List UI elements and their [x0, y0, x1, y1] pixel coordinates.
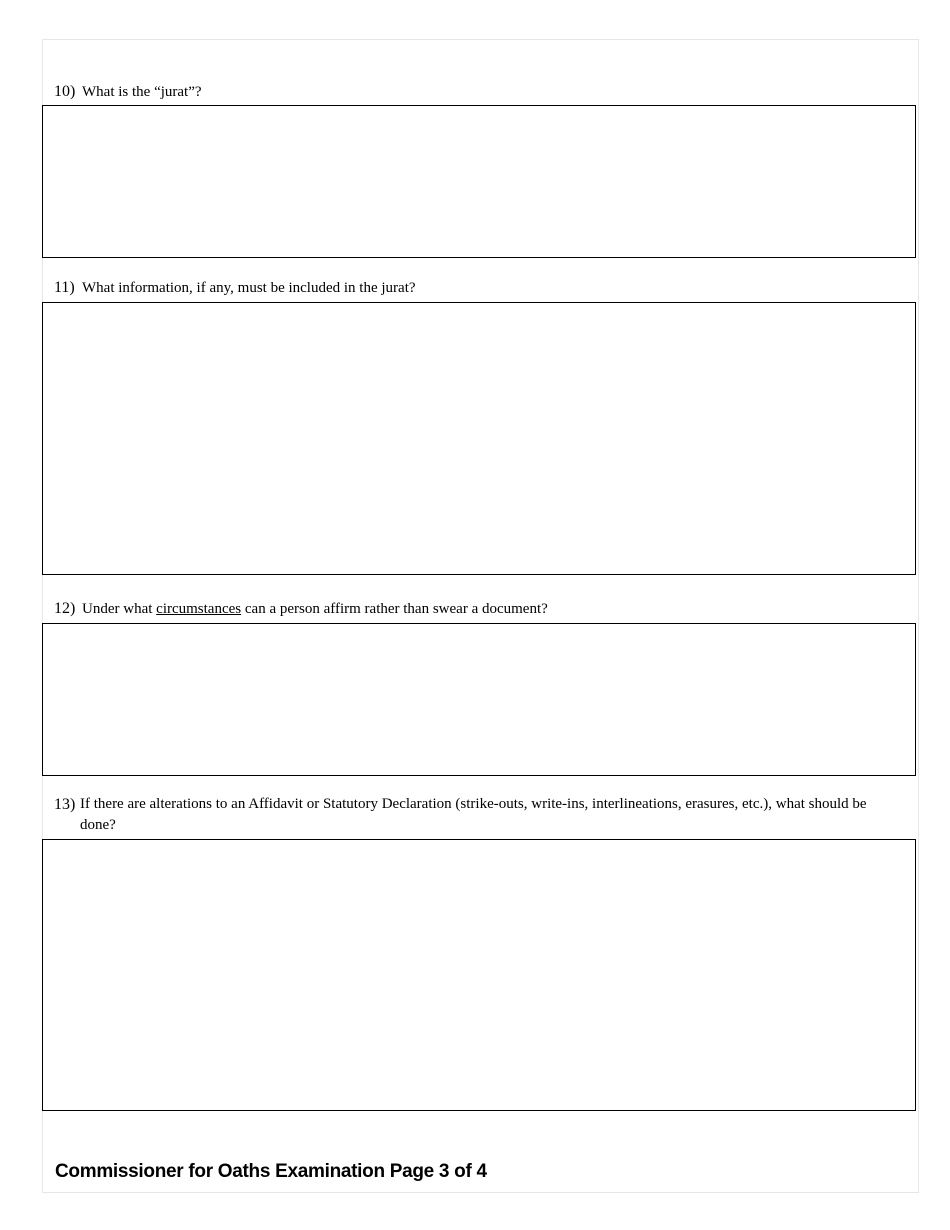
answer-box-10[interactable] [42, 105, 916, 258]
question-text-start: Under what [82, 601, 157, 617]
question-10 [54, 81, 202, 103]
question-text: What information, if any, must be included in the jurat? [82, 280, 416, 296]
question-number: 12) [54, 600, 76, 617]
answer-box-12[interactable] [42, 623, 916, 776]
question-13 [54, 794, 894, 836]
page-footer: Commissioner for Oaths Examination Page 3 of 4 [55, 1161, 487, 1182]
question-text-underlined: circumstances [156, 601, 242, 617]
question-text: If there are alterations to an Affidavit or Statutory Declaration (strike-outs, write-ins, interlineations, erasures, etc.), what should be done? [80, 796, 867, 833]
question-12 [54, 598, 548, 620]
question-number: 13) [54, 796, 76, 813]
answer-box-11[interactable] [42, 302, 916, 575]
question-text-end: can a person affirm rather than swear a document? [241, 601, 548, 617]
question-text: What is the “jurat”? [82, 84, 202, 100]
question-number: 11) [54, 279, 75, 296]
question-11 [54, 277, 416, 299]
answer-box-13[interactable] [42, 839, 916, 1111]
question-number: 10) [54, 83, 76, 100]
